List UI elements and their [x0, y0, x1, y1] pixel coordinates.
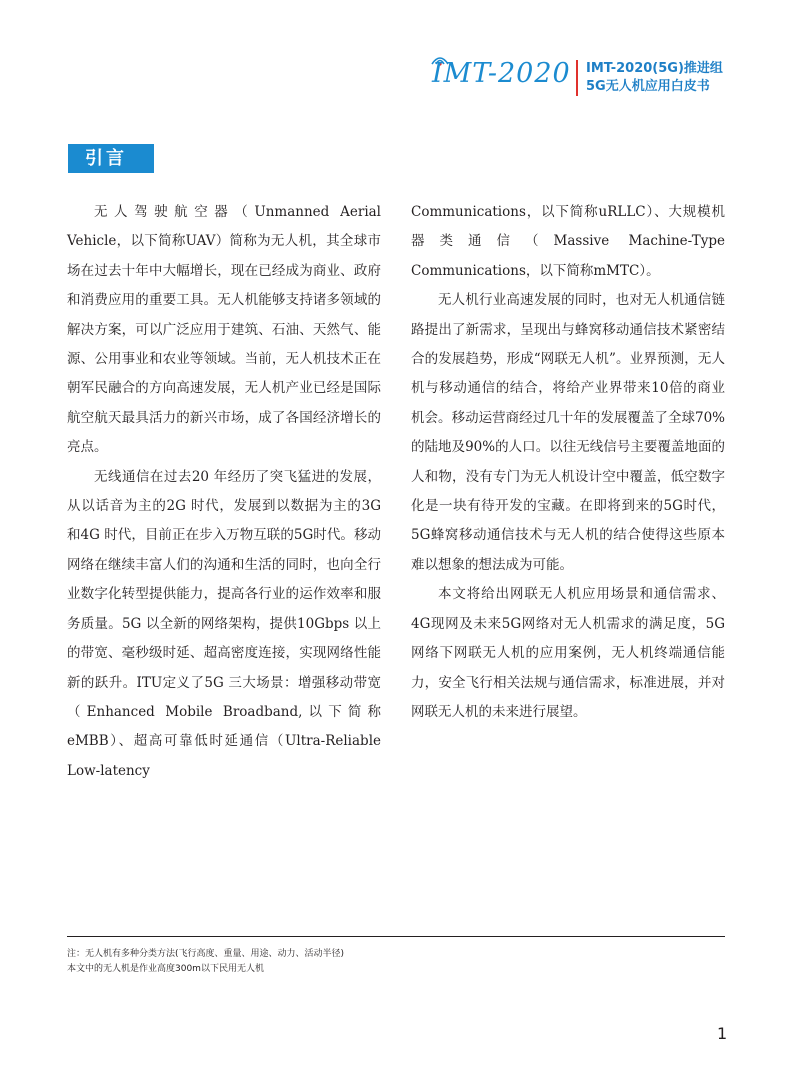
right-column: [411, 198, 725, 727]
section-title: 引言: [68, 144, 154, 173]
paragraph: 无线通信在过去20 年经历了突飞猛进的发展，从以话音为主的2G 时代，发展到以数据为主的3G 和4G 时代，目前正在步入万物互联的5G时代。移动网络在继续丰富人们的沟通和生活的同时，也向全行业数字化转型提供能力，提高各行业的运作效率和服务质量。5G 以全新的网络架构，提供10Gbps 以上的带宽、毫秒级时延、超高密度连接，实现网络性能新的跃升。ITU定义了5G 三大场景：增强移动带宽（Enhanced Mobile Broadband,以下简称eMBB）、超高可靠低时延通信（Ultra-Reliable Low-latency: [67, 468, 381, 779]
page-number: 1: [717, 1024, 728, 1043]
header-title-block: [586, 60, 723, 96]
paragraph: 本文将给出网联无人机应用场景和通信需求、4G现网及未来5G网络对无人机需求的满足度，5G网络下网联无人机的应用案例，无人机终端通信能力，安全飞行相关法规与通信需求，标准进展，并对网联无人机的未来进行展望。: [411, 586, 725, 720]
imt2020-logo: [428, 52, 571, 102]
footnote: [67, 947, 725, 977]
header-line-2: 5G无人机应用白皮书: [586, 79, 710, 94]
left-column: [67, 198, 381, 786]
paragraph-continued: Communications，以下简称uRLLC）、大规模机器类通信（Massive Machine-Type Communications，以下简称mMTC）。: [411, 204, 725, 279]
logo-wordmark: IMT-2020: [432, 58, 571, 89]
header-divider: [576, 60, 578, 96]
paragraph: 无人机行业高速发展的同时，也对无人机通信链路提出了新需求，呈现出与蜂窝移动通信技术紧密结合的发展趋势，形成“网联无人机”。业界预测，无人机与移动通信的结合，将给产业界带来10倍的商业机会。移动运营商经过几十年的发展覆盖了全球70%的陆地及90%的人口。以往无线信号主要覆盖地面的人和物，没有专门为无人机设计空中覆盖，低空数字化是一块有待开发的宝藏。在即将到来的5G时代，5G蜂窝移动通信技术与无人机的结合使得这些原本难以想象的想法成为可能。: [411, 292, 725, 573]
header-line-1: IMT-2020(5G)推进组: [586, 61, 723, 76]
footnote-rule: [67, 936, 725, 937]
paragraph: 无人驾驶航空器（Unmanned Aerial Vehicle，以下简称UAV）简称为无人机，其全球市场在过去十年中大幅增长，现在已经成为商业、政府和消费应用的重要工具。无人机能够支持诸多领域的解决方案，可以广泛应用于建筑、石油、天然气、能源、公用事业和农业等领域。当前，无人机技术正在朝军民融合的方向高速发展，无人机产业已经是国际航空航天最具活力的新兴市场，成了各国经济增长的亮点。: [67, 204, 381, 456]
footnote-line-1: 注：无人机有多种分类方法(飞行高度、重量、用途、动力、活动半径): [67, 949, 345, 959]
footnote-line-2: 本文中的无人机是作业高度300m以下民用无人机: [67, 964, 264, 974]
